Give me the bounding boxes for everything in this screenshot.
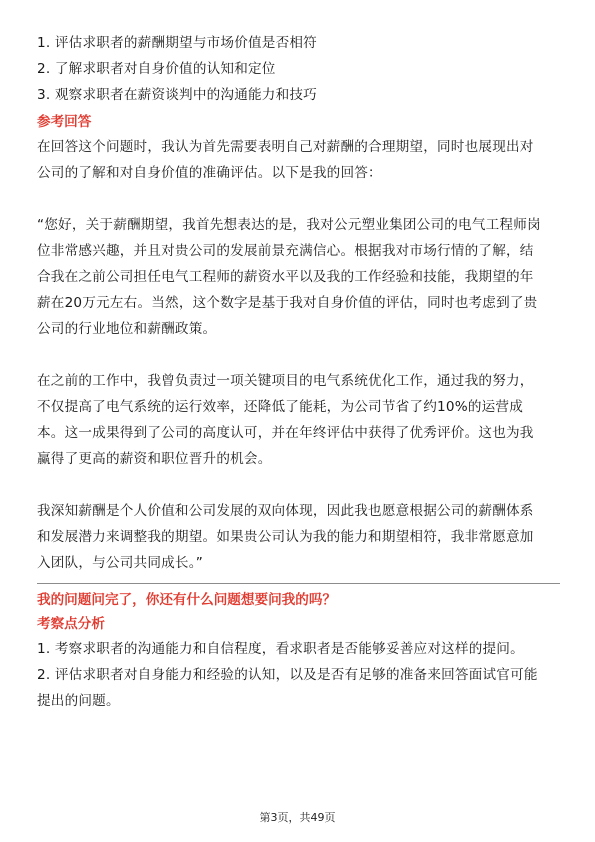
reference-answer-heading: 参考回答: [37, 114, 92, 130]
para1-line-3: 合我在之前公司担任电气工程师的薪资水平以及我的工作经验和技能，我期望的年: [37, 269, 534, 285]
intro-line-1: 在回答这个问题时，我认为首先需要表明自己对薪酬的合理期望，同时也展现出对: [37, 139, 534, 155]
para3-line-1: 我深知薪酬是个人价值和公司发展的双向体现，因此我也愿意根据公司的薪酬体系: [37, 503, 534, 519]
para2-line-2: 不仅提高了电气系统的运行效率，还降低了能耗，为公司节省了约10%的运营成: [37, 399, 524, 415]
page-content: [37, 30, 560, 714]
paragraph-gap: [37, 342, 560, 368]
list-item-top-3: 3. 观察求职者在薪资谈判中的沟通能力和技巧: [37, 87, 317, 103]
para2-line-4: 赢得了更高的薪资和职位晋升的机会。: [37, 451, 272, 467]
para1-line-5: 公司的行业地位和薪酬政策。: [37, 321, 217, 337]
para2-line-3: 本。这一成果得到了公司的高度认可，并在年终评估中获得了优秀评价。这也为我: [37, 425, 534, 441]
para1-line-4: 薪在20万元左右。当然，这个数字是基于我对自身价值的评估，同时也考虑到了贵: [37, 295, 538, 311]
analysis-item-2-line-1: 2. 评估求职者对自身能力和经验的认知，以及是否有足够的准备来回答面试官可能: [37, 667, 538, 683]
para3-line-3: 入团队，与公司共同成长。”: [37, 555, 203, 571]
list-item-top-1: 1. 评估求职者的薪酬期望与市场价值是否相符: [37, 35, 317, 51]
analysis-heading: 考察点分析: [37, 616, 105, 632]
analysis-item-1: 1. 考察求职者的沟通能力和自信程度，看求职者是否能够妥善应对这样的提问。: [37, 641, 524, 657]
para1-line-2: 位非常感兴趣，并且对贵公司的发展前景充满信心。根据我对市场行情的了解，结: [37, 243, 534, 259]
paragraph-gap: [37, 472, 560, 498]
intro-line-2: 公司的了解和对自身价值的准确评估。以下是我的回答：: [37, 165, 382, 181]
para1-line-1: “您好，关于薪酬期望，我首先想表达的是，我对公元塑业集团公司的电气工程师岗: [37, 217, 541, 233]
list-item-top-2: 2. 了解求职者对自身价值的认知和定位: [37, 61, 276, 77]
page-number-footer: 第3页，共49页: [259, 811, 336, 824]
section-divider: [37, 583, 560, 584]
para3-line-2: 和发展潜力来调整我的期望。如果贵公司认为我的能力和期望相符，我非常愿意加: [37, 529, 534, 545]
paragraph-gap: [37, 186, 560, 212]
question-heading: 我的问题问完了，你还有什么问题想要问我的吗？: [37, 592, 337, 608]
para2-line-1: 在之前的工作中，我曾负责过一项关键项目的电气系统优化工作，通过我的努力，: [37, 373, 534, 389]
analysis-item-2-line-2: 提出的问题。: [37, 693, 120, 709]
